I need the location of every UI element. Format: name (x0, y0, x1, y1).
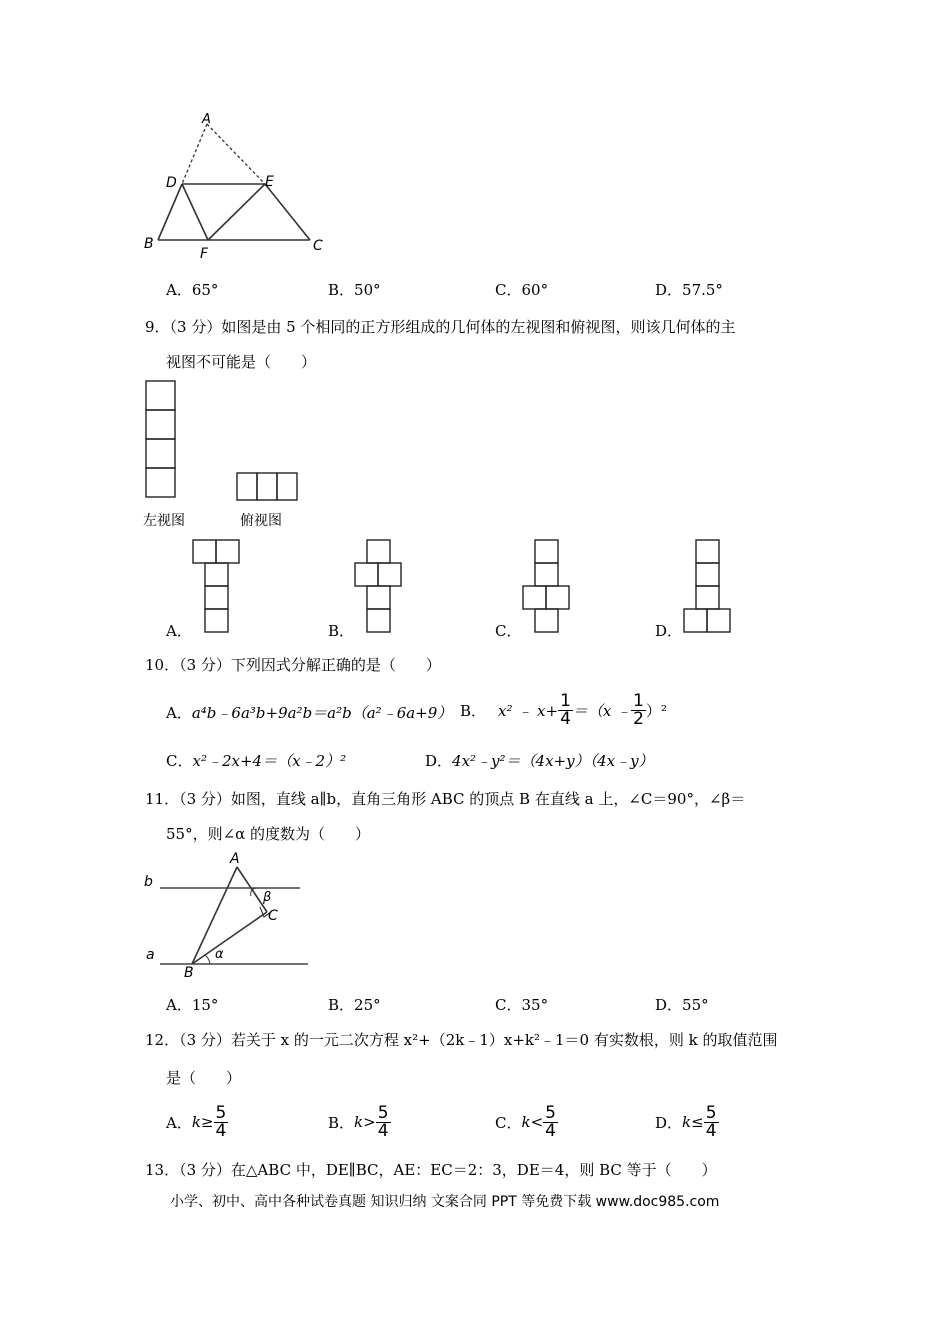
q9-top-view-figure (234, 470, 300, 504)
q9-option-d-letter: D． (655, 622, 683, 640)
q9-option-c-letter: C． (495, 622, 522, 640)
q9-option-b-figure (352, 537, 408, 637)
q10-option-b-f1-num: 1 (560, 690, 571, 711)
q10-option-b (460, 688, 667, 732)
q12-option-d-fraction (704, 1102, 719, 1141)
q12-option-a-den: 4 (215, 1120, 227, 1141)
q10-option-d (425, 750, 654, 771)
q12-option-c-letter: C． (495, 1113, 522, 1132)
q10-option-a (166, 702, 452, 723)
q12-option-a-rel: k≥ (191, 1113, 214, 1131)
q9-top-view-label: 俯视图 (240, 513, 282, 529)
q9-stem-line2: 视图不可能是（ ） (166, 353, 317, 371)
q10-option-b-f2-num: 1 (633, 690, 644, 711)
q8-label-B: B (144, 236, 154, 252)
q12-option-a-num: 5 (215, 1102, 227, 1123)
q11-stem-line1: 11．（3 分）如图，直线 a∥b，直角三角形 ABC 的顶点 B 在直线 a 上，∠C＝90°，∠β＝ (145, 790, 746, 808)
q12-option-b-rel: k> (354, 1113, 376, 1131)
q12-option-b-letter: B． (328, 1113, 355, 1132)
page-footer: 小学、初中、高中各种试卷真题 知识归纳 文案合同 PPT 等免费下载 www.doc985.com (170, 1194, 720, 1210)
q13-stem-line1: 13．（3 分）在△ABC 中，DE∥BC，AE：EC＝2：3，DE＝4，则 BC 等于（ ） (145, 1161, 717, 1179)
q12-stem-line2: 是（ ） (166, 1069, 242, 1087)
q10-option-a-letter: A． (166, 704, 192, 722)
q12-option-a (166, 1100, 228, 1144)
q10-option-b-post: ）² (645, 701, 667, 720)
q10-option-b-f1-den: 4 (560, 708, 571, 729)
q11-option-a: A．15° (166, 996, 219, 1014)
q9-left-view-figure (140, 378, 180, 503)
q12-option-d-letter: D． (655, 1113, 683, 1132)
q11-label-B: B (184, 965, 194, 981)
q10-option-b-fraction-2 (631, 690, 646, 729)
q11-option-b: B．25° (328, 996, 381, 1014)
q11-label-b: b (144, 874, 153, 890)
q8-label-E: E (265, 174, 274, 190)
q12-option-c-fraction (543, 1102, 558, 1141)
q10-option-b-mid: ＝（x ﹣ (572, 701, 632, 720)
q12-option-d (655, 1100, 719, 1144)
q8-option-b: B．50° (328, 281, 381, 299)
q9-option-d-figure (681, 537, 737, 637)
q10-option-c-expr: x²﹣2x+4＝（x﹣2）² (192, 752, 347, 770)
q9-option-b-letter: B． (328, 622, 355, 640)
q9-option-a-letter: A． (166, 622, 192, 640)
q11-option-c: C．35° (495, 996, 549, 1014)
q10-option-b-fraction-1 (558, 690, 573, 729)
q8-option-d: D．57.5° (655, 281, 723, 299)
q11-label-alpha: α (215, 947, 224, 962)
q12-option-d-den: 4 (705, 1120, 717, 1141)
q12-option-a-letter: A． (166, 1113, 192, 1132)
q8-option-a: A．65° (166, 281, 219, 299)
q10-option-c-letter: C． (166, 752, 193, 770)
q11-label-C: C (268, 908, 278, 924)
q12-option-b-den: 4 (377, 1120, 389, 1141)
q11-stem-line2: 55°，则∠α 的度数为（ ） (166, 825, 371, 843)
q8-label-A: A (202, 112, 211, 127)
q12-option-c (495, 1100, 558, 1144)
q9-option-a-figure (190, 537, 246, 637)
q12-option-c-num: 5 (545, 1102, 556, 1123)
q11-label-beta: β (263, 890, 272, 905)
q10-option-d-letter: D． (425, 752, 453, 770)
q12-option-c-rel: k< (521, 1113, 544, 1131)
q10-option-b-f2-den: 2 (633, 708, 644, 729)
q9-option-c-figure (520, 537, 576, 637)
q11-option-d: D．55° (655, 996, 709, 1014)
q10-option-b-pre: x² ﹣ x+ (498, 701, 559, 720)
q8-label-F: F (200, 246, 209, 262)
q10-option-b-letter: B． (460, 701, 487, 720)
q12-option-d-rel: k≤ (682, 1113, 704, 1131)
q10-option-a-expr: a⁴b﹣6a³b+9a²b＝a²b（a²﹣6a+9） (191, 704, 453, 722)
q8-option-c: C．60° (495, 281, 549, 299)
q12-option-d-num: 5 (705, 1102, 717, 1123)
q11-parallel-lines-figure (140, 850, 320, 985)
q10-option-c (166, 750, 346, 771)
q12-option-b-fraction (376, 1102, 391, 1141)
q11-label-A: A (230, 851, 240, 867)
q10-option-d-expr: 4x²﹣y²＝（4x+y）（4x﹣y） (452, 752, 654, 770)
q8-label-C: C (313, 238, 323, 254)
q12-option-c-den: 4 (545, 1120, 556, 1141)
q9-stem-line1: 9．（3 分）如图是由 5 个相同的正方形组成的几何体的左视图和俯视图，则该几何体的主 (145, 318, 736, 336)
q12-option-b (328, 1100, 391, 1144)
q9-left-view-label: 左视图 (143, 513, 185, 529)
q11-label-a: a (146, 947, 155, 963)
q12-option-b-num: 5 (377, 1102, 389, 1123)
q8-label-D: D (166, 175, 177, 191)
q12-option-a-fraction (214, 1102, 229, 1141)
q12-stem-line1: 12．（3 分）若关于 x 的一元二次方程 x²+（2k﹣1）x+k²﹣1＝0 有实数根，则 k 的取值范围 (145, 1031, 778, 1049)
q10-stem: 10．（3 分）下列因式分解正确的是（ ） (145, 656, 441, 674)
